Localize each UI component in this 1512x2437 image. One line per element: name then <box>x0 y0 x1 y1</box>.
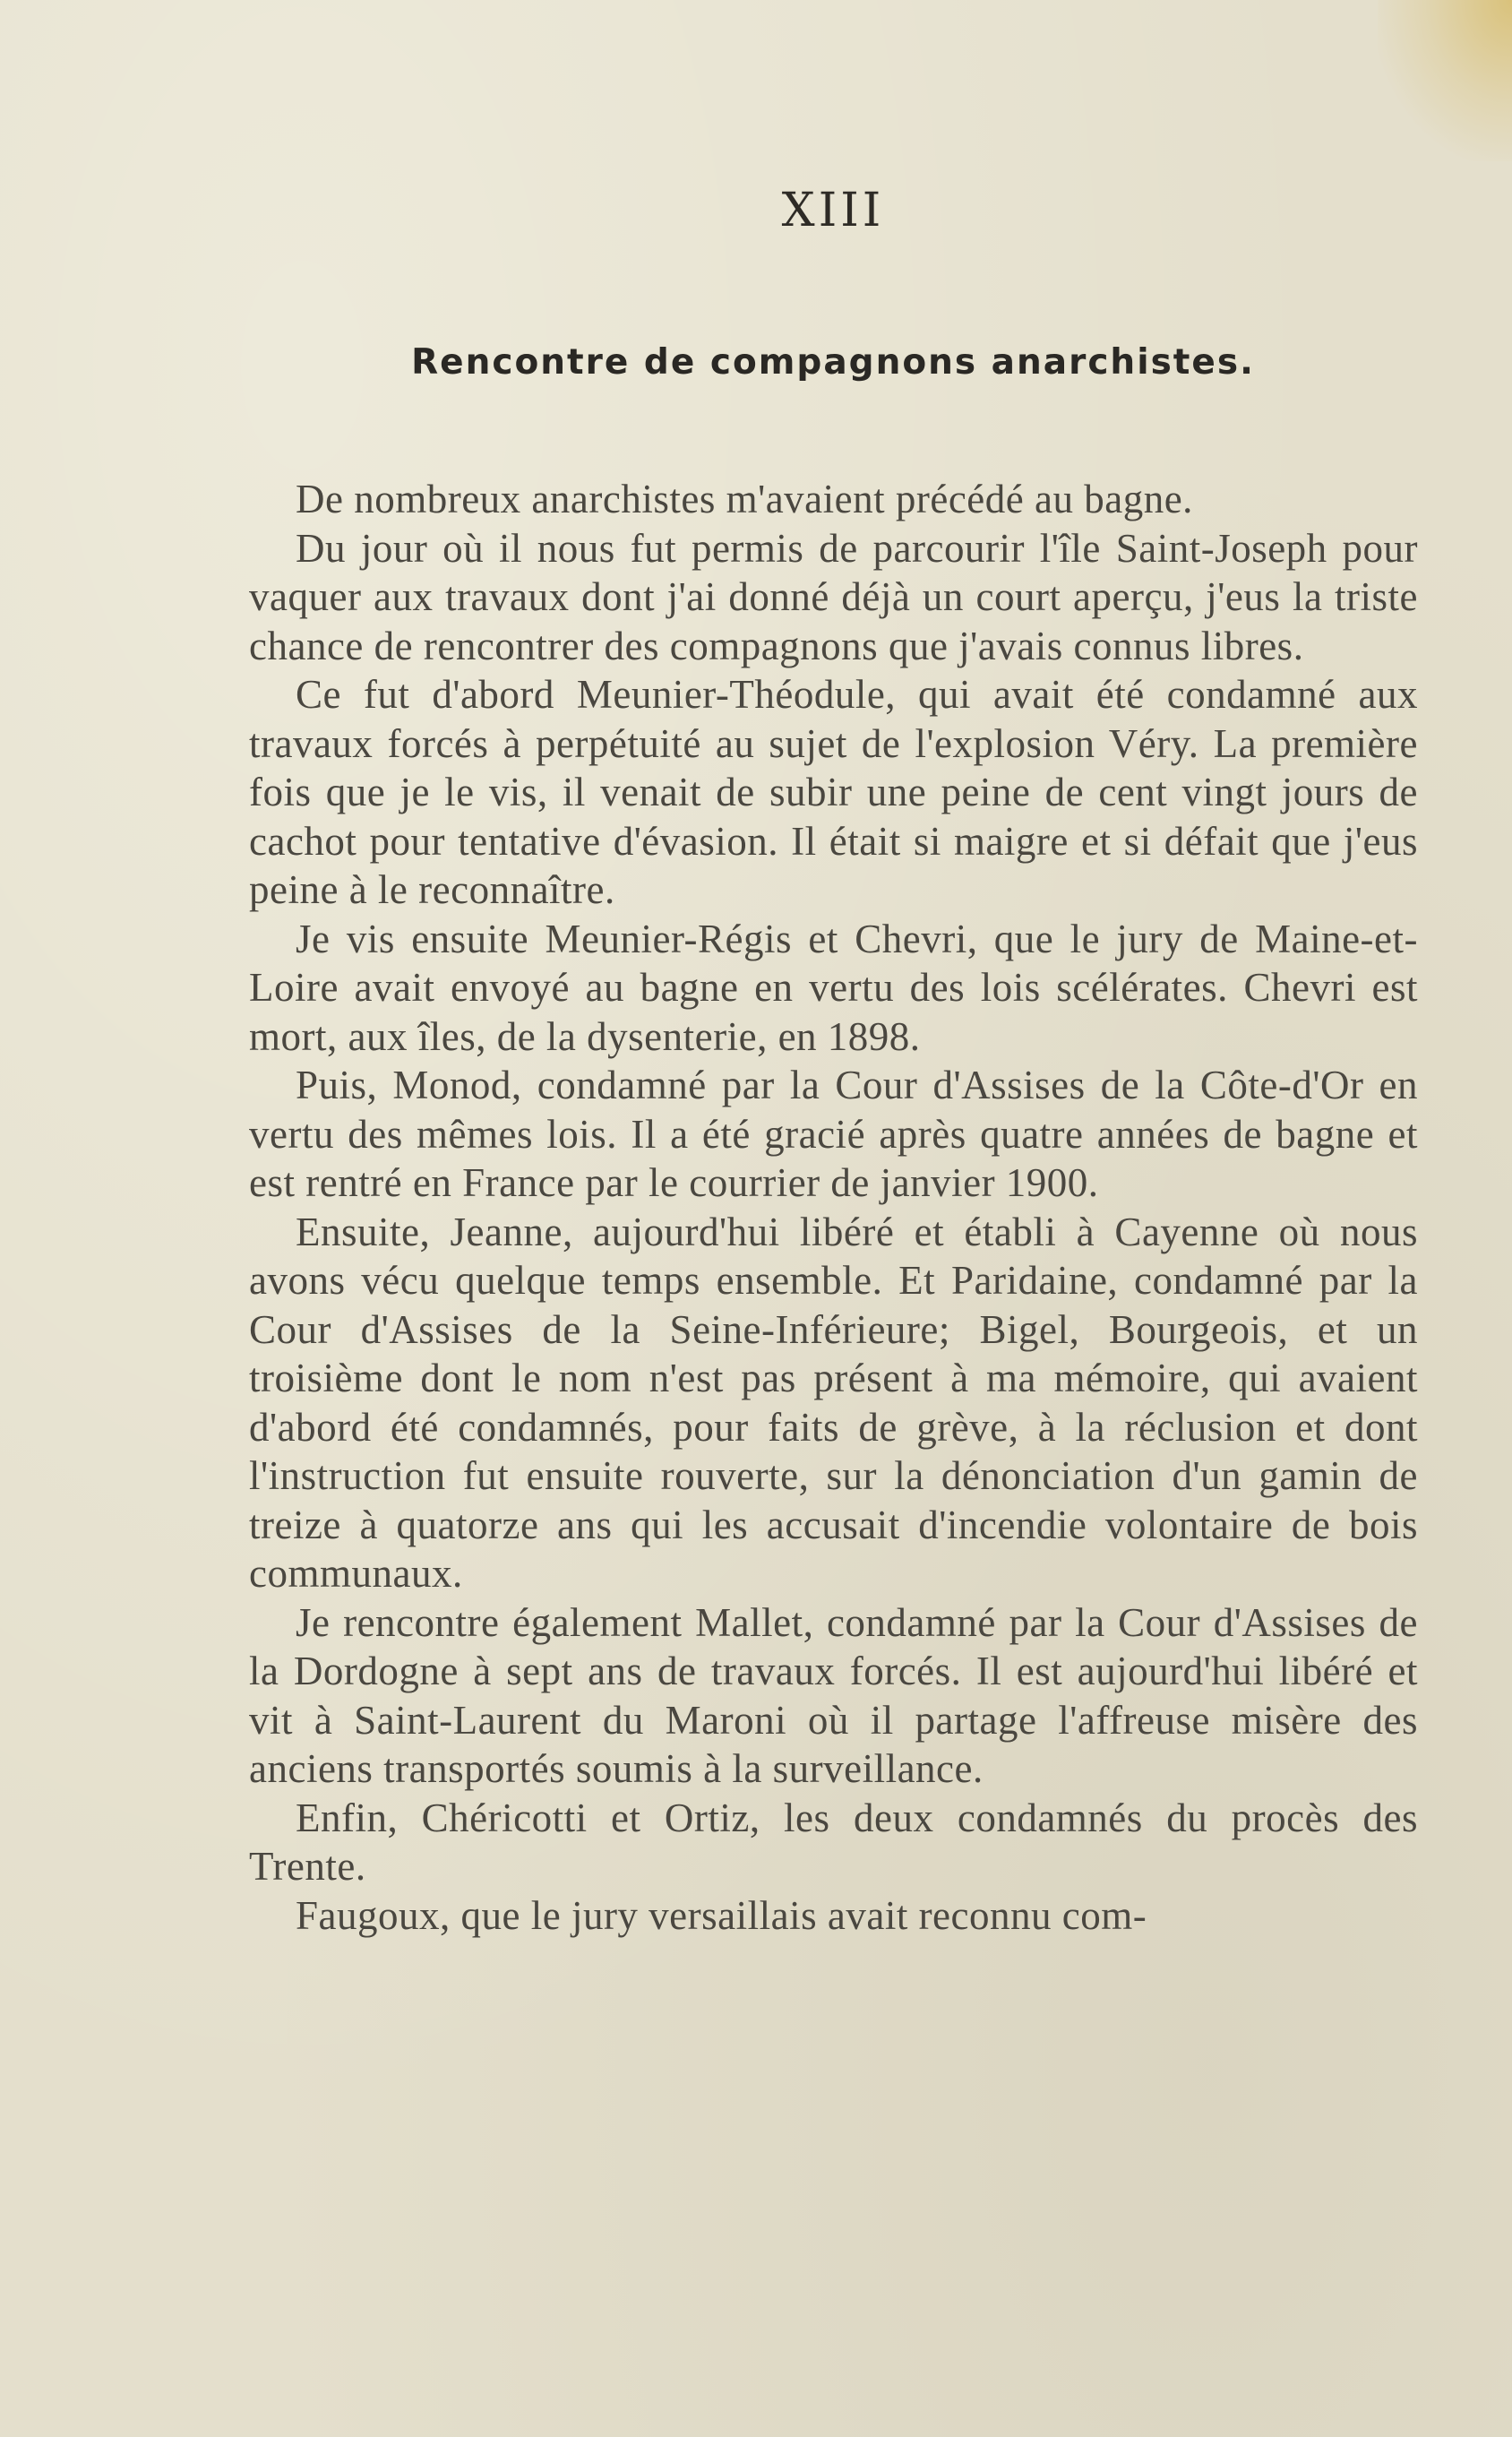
paragraph: Puis, Monod, condamné par la Cour d'Assises de la Côte-d'Or en vertu des mêmes lois. Il a été gracié après quatre années de bagne et est rentré en France par le courrier de janvier 1900. <box>249 1063 1418 1205</box>
paragraph: Ce fut d'abord Meunier-Théodule, qui avait été condamné aux travaux forcés à perpétuité au sujet de l'explosion Véry. La première fois que je le vis, il venait de subir une peine de cent vingt jours de cachot pour tentative d'évasion. Il était si maigre et si défait que j'eus peine à le reconnaître. <box>249 672 1418 912</box>
paragraph: De nombreux anarchistes m'avaient précédé au bagne. <box>296 477 1193 521</box>
paragraph: Faugoux, que le jury versaillais avait reconnu com- <box>296 1892 1147 1938</box>
chapter-number: XIII <box>781 184 885 237</box>
chapter-title: Rencontre de compagnons anarchistes. <box>411 342 1255 383</box>
paragraph: Du jour où il nous fut permis de parcourir l'île Saint-Joseph pour vaquer aux travaux dont j'ai donné déjà un court aperçu, j'eus la triste chance de rencontrer des compagnons que j'avais connus libres. <box>249 525 1418 668</box>
paragraph: Je rencontre également Mallet, condamné par la Cour d'Assises de la Dordogne à sept ans de travaux forcés. Il est aujourd'hui libéré et vit à Saint-Laurent du Maroni où il partage l'affreuse misère des anciens transportés soumis à la surveillance. <box>249 1599 1418 1791</box>
paper-stain <box>1378 0 1512 161</box>
paragraph: Ensuite, Jeanne, aujourd'hui libéré et établi à Cayenne où nous avons vécu quelque temps ensemble. Et Paridaine, condamné par la Cour d'Assises de la Seine-Inférieure; Bigel, Bourgeois, et un troisième dont le nom n'est pas présent à ma mémoire, qui avaient d'abord été condamnés, pour faits de grève, à la réclusion et dont l'instruction fut ensuite rouverte, sur la dénonciation d'un gamin de treize à quatorze ans qui les accusait d'incendie volontaire de bois communaux. <box>249 1209 1418 1596</box>
paragraph: Enfin, Chéricotti et Ortiz, les deux condamnés du procès des Trente. <box>249 1795 1418 1889</box>
chapter-body <box>249 475 1418 1940</box>
paragraph: Je vis ensuite Meunier-Régis et Chevri, que le jury de Maine-et-Loire avait envoyé au bagne en vertu des lois scélérates. Chevri est mort, aux îles, de la dysenterie, en 1898. <box>249 916 1418 1059</box>
